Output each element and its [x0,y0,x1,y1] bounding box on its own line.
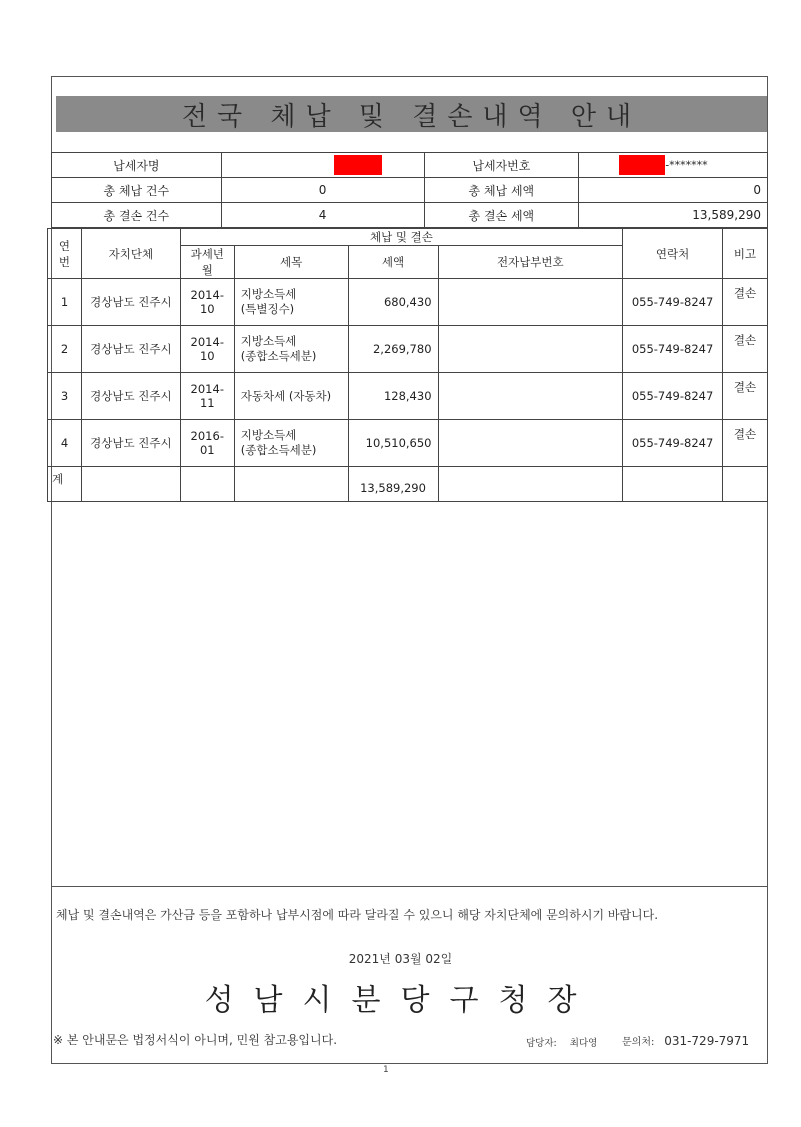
total-empty [623,467,723,502]
header-group: 체납 및 결손 [180,229,622,246]
document-title: 전국 체납 및 결손내역 안내 [181,101,642,132]
taxpayer-number-label: 납세자번호 [424,153,579,178]
arrears-amount-label: 총 체납 세액 [424,178,579,203]
table-row [48,373,768,420]
header-tax-item: 세목 [234,246,348,279]
loss-count-label: 총 결손 건수 [52,203,222,228]
total-empty [438,467,623,502]
row-period: 2014-10 [180,326,234,373]
row-payment-no [438,279,623,326]
row-municipality: 경상남도 진주시 [81,420,180,467]
total-empty [722,467,767,502]
tax-item-sub: (특별징수) [240,302,295,316]
taxpayer-number-mask: -******* [665,158,708,172]
loss-detail-table [47,228,768,502]
row-municipality: 경상남도 진주시 [81,373,180,420]
header-remark: 비고 [722,229,767,279]
header-period: 과세년월 [180,246,234,279]
row-payment-no [438,326,623,373]
row-amount: 2,269,780 [348,326,438,373]
issue-date: 2021년 03월 02일 [348,952,453,966]
total-empty [180,467,234,502]
summary-row-loss [52,203,768,228]
notice-text: 체납 및 결손내역은 가산금 등을 포함하나 납부시점에 따라 달라질 수 있으니 해당 자치단체에 문의하시기 바랍니다. [56,908,659,922]
row-period: 2016-01 [180,420,234,467]
table-row [48,326,768,373]
page-number: 1 [383,1065,389,1075]
arrears-amount-value: 0 [579,178,768,203]
header-contact: 연락처 [623,229,723,279]
header-row [48,229,768,246]
contact-number: 031-729-7971 [664,1034,750,1048]
total-label: 계 [48,467,82,502]
summary-table [51,152,768,228]
row-amount: 128,430 [348,373,438,420]
row-contact: 055-749-8247 [623,326,723,373]
row-remark: 결손 [722,326,767,373]
summary-row-arrears [52,178,768,203]
row-contact: 055-749-8247 [623,420,723,467]
row-payment-no [438,373,623,420]
summary-row-taxpayer [52,153,768,178]
loss-amount-value: 13,589,290 [579,203,768,228]
row-municipality: 경상남도 진주시 [81,279,180,326]
tax-item-name: 지방소득세 [240,287,297,301]
header-payment-no: 전자납부번호 [438,246,623,279]
header-serial: 연번 [48,229,82,279]
disclaimer: ※ 본 안내문은 법정서식이 아니며, 민원 참고용입니다. [53,1033,338,1047]
tax-item-name: 지방소득세 [240,334,297,348]
title-bar [56,96,767,132]
row-serial: 4 [48,420,82,467]
staff-label: 담당자: [526,1038,557,1049]
row-remark: 결손 [722,279,767,326]
arrears-count-value: 0 [221,178,424,203]
taxpayer-name-label: 납세자명 [52,153,222,178]
row-amount: 680,430 [348,279,438,326]
header-municipality: 자치단체 [81,229,180,279]
row-amount: 10,510,650 [348,420,438,467]
redaction-box [334,155,382,175]
staff-info [526,1035,597,1049]
row-tax-item [234,326,348,373]
row-serial: 2 [48,326,82,373]
row-remark: 결손 [722,373,767,420]
row-remark: 결손 [722,420,767,467]
contact-label: 문의처: [622,1037,655,1048]
row-serial: 1 [48,279,82,326]
row-period: 2014-11 [180,373,234,420]
row-serial: 3 [48,373,82,420]
tax-item-sub: (종합소득세분) [240,443,317,457]
row-period: 2014-10 [180,279,234,326]
staff-name: 최다영 [569,1038,598,1049]
table-row [48,279,768,326]
tax-item-name: 지방소득세 [240,428,297,442]
row-payment-no [438,420,623,467]
table-row [48,420,768,467]
row-municipality: 경상남도 진주시 [81,326,180,373]
total-empty [234,467,348,502]
redaction-box [619,155,665,175]
header-amount: 세액 [348,246,438,279]
total-empty [81,467,180,502]
total-amount: 13,589,290 [348,467,438,502]
row-contact: 055-749-8247 [623,279,723,326]
loss-count-value: 4 [221,203,424,228]
contact-info [622,1033,749,1048]
tax-item-sub: (종합소득세분) [240,349,317,363]
taxpayer-name-value [221,153,424,178]
notice-divider [51,886,768,887]
taxpayer-number-value [579,153,768,178]
issuing-office: 성남시분당구청장 [204,983,597,1018]
loss-amount-label: 총 결손 세액 [424,203,579,228]
row-tax-item [234,373,348,420]
tax-item-name: 자동차세 (자동차) [240,388,332,403]
row-contact: 055-749-8247 [623,373,723,420]
arrears-count-label: 총 체납 건수 [52,178,222,203]
row-tax-item [234,279,348,326]
total-row [48,467,768,502]
row-tax-item [234,420,348,467]
